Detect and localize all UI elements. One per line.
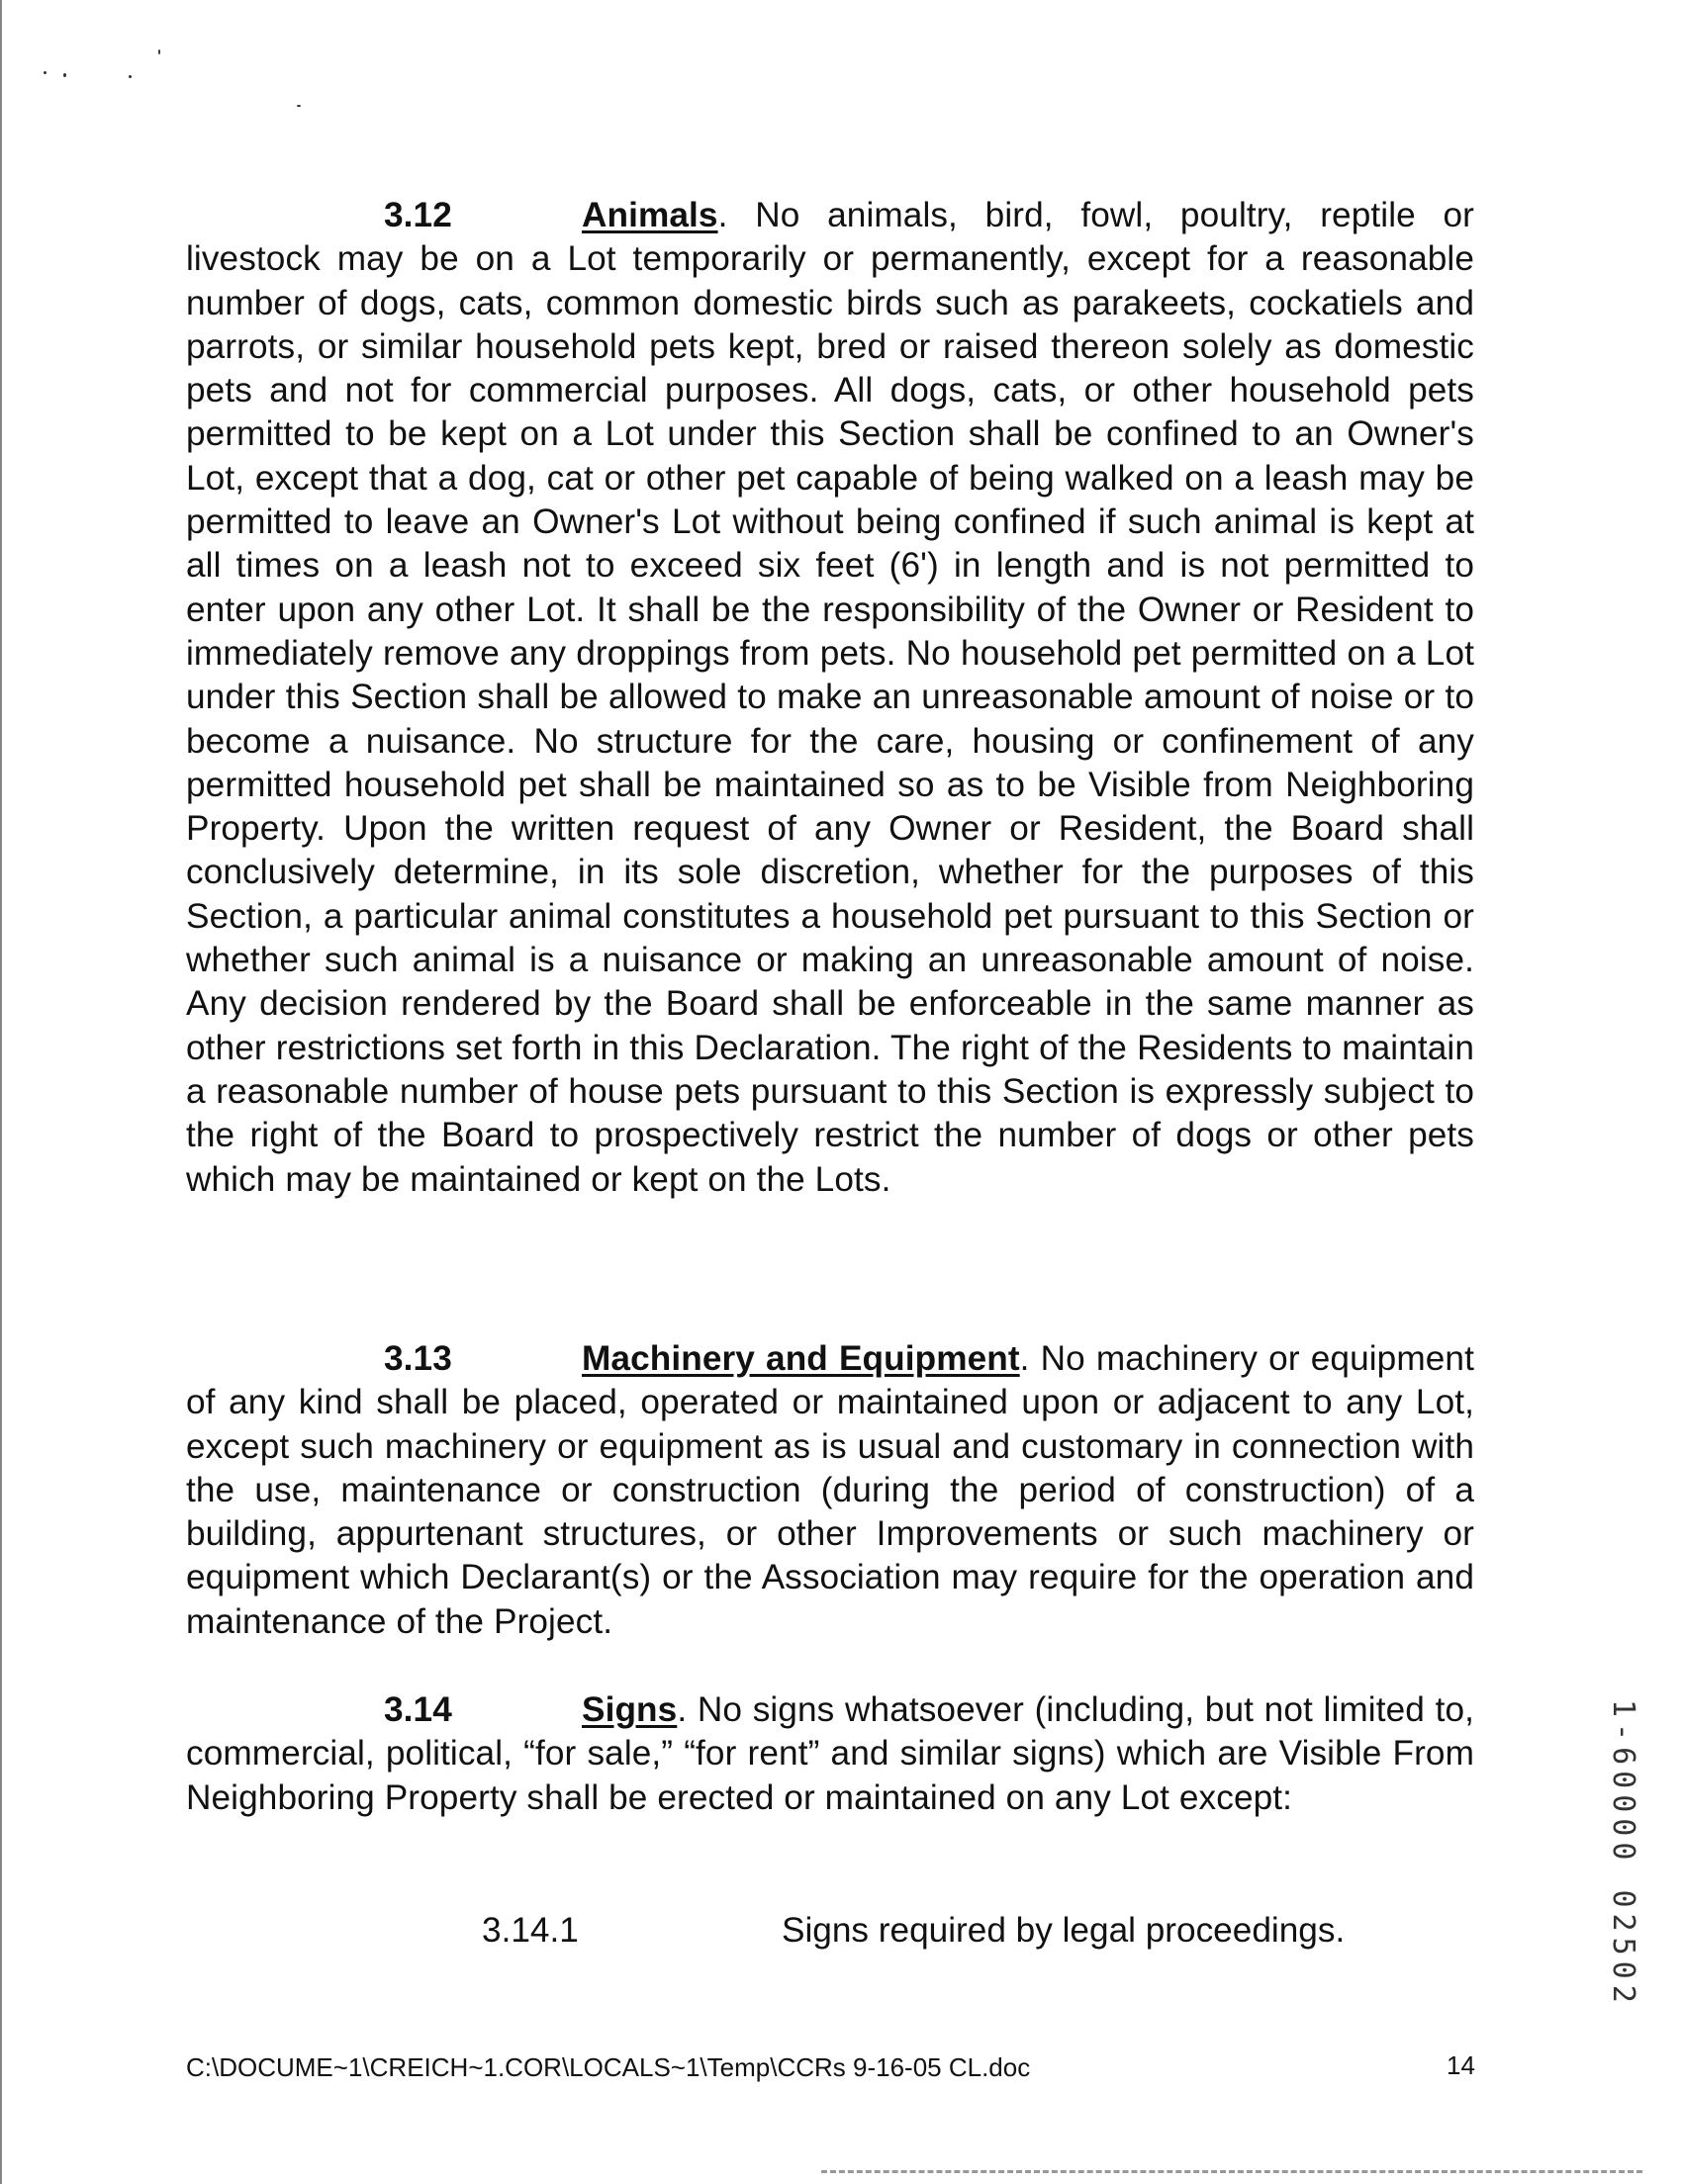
section-3-14-paragraph bbox=[186, 1688, 1474, 1820]
section-number: 3.12 bbox=[384, 196, 452, 234]
scan-speck bbox=[63, 73, 66, 77]
section-3-12-paragraph bbox=[186, 194, 1474, 1202]
scan-edge-line bbox=[0, 0, 2, 2184]
section-3-13-paragraph bbox=[186, 1337, 1474, 1644]
footer-file-path: C:\DOCUME~1\CREICH~1.COR\LOCALS~1\Temp\CCRs 9-16-05 CL.doc bbox=[186, 2052, 1031, 2082]
scan-bottom-marks bbox=[821, 2170, 1642, 2176]
section-title: Machinery and Equipment bbox=[582, 1339, 1020, 1378]
section-body: . No machinery or equipment of any kind shall be placed, operated or maintained upon or adjacent to any Lot, except such machinery or equipment as is usual and customary in connection with the use, maintenance or construction (during the period of construction) of a building, appurtenant structures, or other Improvements or such machinery or equipment which Declarant(s) or the Association may require for the operation and maintenance of the Project. bbox=[186, 1339, 1474, 1641]
scan-speck bbox=[158, 49, 160, 54]
section-title: Animals bbox=[582, 196, 718, 234]
section-number: 3.13 bbox=[384, 1339, 452, 1378]
scan-speck bbox=[129, 75, 132, 78]
section-number: 3.14 bbox=[384, 1690, 452, 1729]
section-body: . No animals, bird, fowl, poultry, reptile or livestock may be on a Lot temporarily or permanently, except for a reasonable number of dogs, cats, common domestic birds such as parakeets, cockatiels and parrots, or similar household pets kept, bred or raised thereon solely as domestic pets and not for commercial purposes. All dogs, cats, or other household pets permitted to be kept on a Lot under this Section shall be confined to an Owner's Lot, except that a dog, cat or other pet capable of being walked on a leash may be permitted to leave an Owner's Lot without being confined if such animal is kept at all times on a leash not to exceed six feet (6') in length and is not permitted to enter upon any other Lot. It shall be the responsibility of the Owner or Resident to immediately remove any droppings from pets. No household pet permitted on a Lot under this Section shall be allowed to make an unreasonable amount of noise or to become a nuisance. No structure for the care, housing or confinement of any permitted household pet shall be maintained so as to be Visible from Neighboring Property. Upon the written request of any Owner or Resident, the Board shall conclusively determine, in its sole discretion, whether for the purposes of this Section, a particular animal constitutes a household pet pursuant to this Section or whether such animal is a nuisance or making an unreasonable amount of noise. Any decision rendered by the Board shall be enforceable in the same manner as other restrictions set forth in this Declaration. The right of the Residents to maintain a reasonable number of house pets pursuant to this Section is expressly subject to the right of the Board to prospectively restrict the number of dogs or other pets which may be maintained or kept on the Lots. bbox=[186, 196, 1474, 1199]
subsection-number: 3.14.1 bbox=[482, 1911, 579, 1950]
page-number: 14 bbox=[1447, 2050, 1475, 2080]
scan-speck bbox=[297, 105, 301, 107]
section-body: . No signs whatsoever (including, but not limited to, commercial, political, “for sale,” “for rent” and similar signs) which are Visible From Neighboring Property shall be erected or maintained on any Lot except: bbox=[186, 1690, 1474, 1817]
section-title: Signs bbox=[582, 1690, 678, 1729]
margin-stamp: 1-60000 02502 bbox=[1606, 1699, 1640, 2009]
subsection-text: Signs required by legal proceedings. bbox=[782, 1911, 1346, 1950]
scan-speck bbox=[44, 71, 47, 74]
